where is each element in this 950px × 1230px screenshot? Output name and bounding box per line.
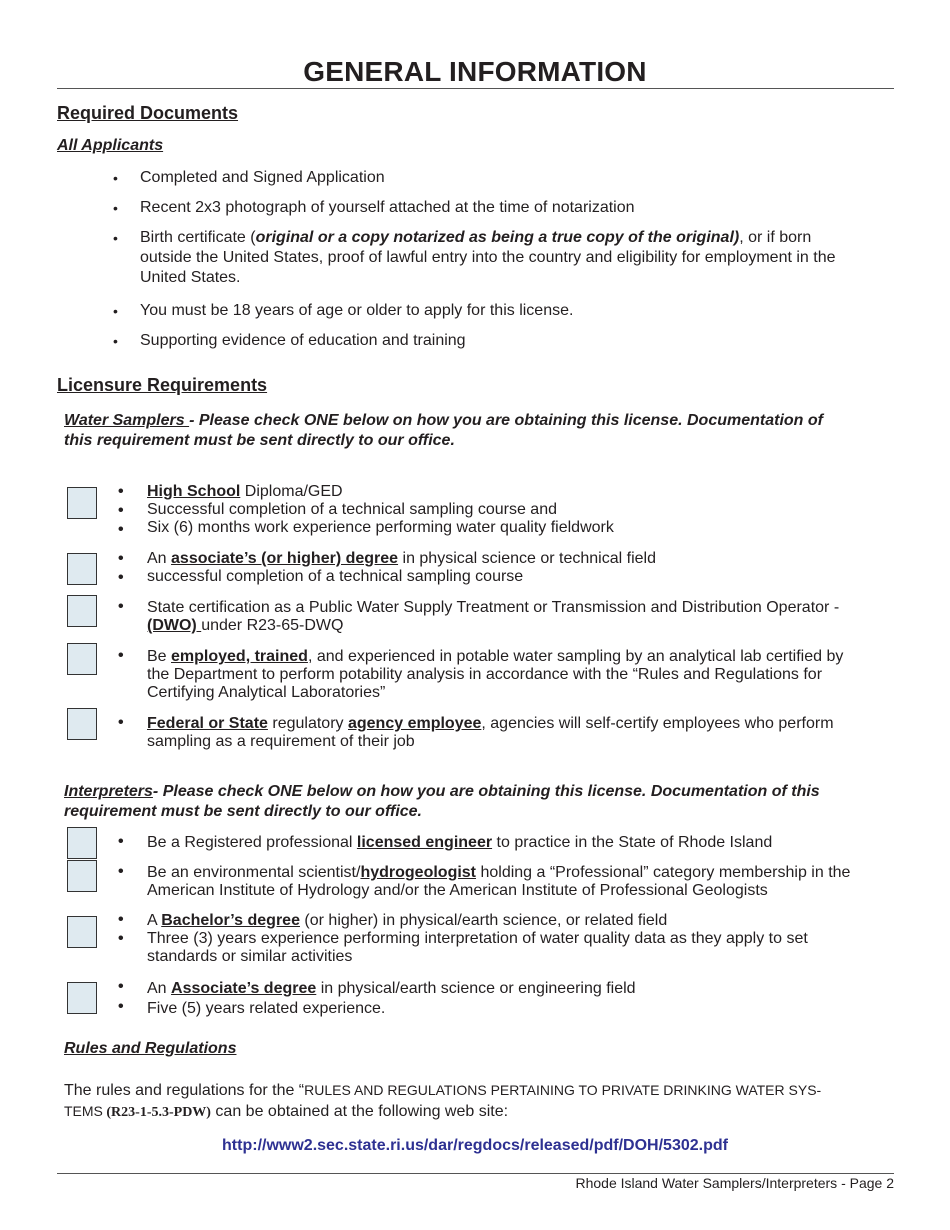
bullet: •	[113, 333, 118, 349]
list-item: Completed and Signed Application	[140, 169, 385, 186]
bullet: •	[118, 569, 124, 586]
list-item: Recent 2x3 photograph of yourself attached at the time of notarization	[140, 199, 635, 216]
water-sampler-option-2-text	[147, 550, 656, 586]
text: , or if born	[739, 229, 812, 246]
bullet: •	[118, 998, 124, 1015]
bullet: •	[118, 647, 124, 664]
bullet: •	[113, 230, 118, 246]
text: successful completion of a technical sampling course	[147, 568, 524, 585]
underlined-text: agency employee	[347, 715, 482, 732]
emphasis-text: original or a copy notarized as being a true copy of the original)	[255, 229, 740, 246]
title-rule	[57, 88, 894, 89]
interpreters-intro	[64, 782, 894, 822]
bullet: •	[118, 930, 124, 947]
underlined-text: associate’s (or higher) degree	[171, 550, 399, 567]
text: A	[147, 912, 162, 929]
interpreter-option-2-checkbox[interactable]	[67, 860, 97, 892]
footer-rule	[57, 1173, 894, 1174]
required-documents-heading: Required Documents	[57, 103, 239, 123]
underlined-text: (DWO)	[147, 617, 202, 634]
bullet: •	[118, 483, 124, 500]
bullet: •	[113, 200, 118, 216]
page-footer: Rhode Island Water Samplers/Interpreters - Page 2	[575, 1175, 894, 1191]
water-sampler-option-4-text	[147, 648, 897, 702]
text: Birth certificate (	[140, 229, 256, 246]
text: TEMS	[64, 1103, 103, 1119]
rules-heading: Rules and Regulations	[64, 1040, 237, 1057]
interpreter-option-3-checkbox[interactable]	[67, 916, 97, 948]
interpreter-option-4-checkbox[interactable]	[67, 982, 97, 1014]
text: Successful completion of a technical sampling course and	[147, 501, 557, 518]
text: the Department to perform potability analysis in accordance with the “Rules and Regulations for	[147, 666, 823, 683]
text: to practice in the State of Rhode Island	[492, 834, 773, 851]
interpreter-option-4-text	[147, 979, 636, 1019]
bullet: •	[118, 714, 124, 731]
water-sampler-option-1-checkbox[interactable]	[67, 487, 97, 519]
bullet: •	[113, 303, 118, 319]
bullet: •	[113, 170, 118, 186]
water-sampler-option-3-text	[147, 599, 897, 635]
underlined-text: hydrogeologist	[360, 864, 477, 881]
underlined-text: Federal or State	[147, 715, 268, 732]
text: in physical science or technical field	[398, 550, 656, 567]
text: RULES AND REGULATIONS PERTAINING TO PRIVATE DRINKING WATER SYS-	[304, 1082, 822, 1098]
text: regulatory	[267, 715, 348, 732]
text: American Institute of Hydrology and/or the American Institute of Professional Geologists	[147, 882, 768, 899]
text: under R23-65-DWQ	[201, 617, 344, 634]
water-samplers-label: Water Samplers	[64, 412, 190, 429]
text: can be obtained at the following web site:	[210, 1103, 509, 1120]
interpreters-label: Interpreters	[64, 783, 153, 800]
interpreter-option-1-text	[147, 834, 772, 852]
underlined-text: Associate’s degree	[171, 980, 317, 997]
text: Be an environmental scientist/	[147, 864, 361, 881]
bullet: •	[118, 911, 124, 928]
interpreter-option-2-text	[147, 864, 907, 900]
water-sampler-option-3-checkbox[interactable]	[67, 595, 97, 627]
bullet: •	[118, 521, 124, 538]
water-samplers-intro	[64, 411, 894, 451]
water-sampler-option-4-checkbox[interactable]	[67, 643, 97, 675]
text: Six (6) months work experience performing water quality fieldwork	[147, 519, 614, 536]
text: this requirement must be sent directly to our office.	[64, 432, 455, 449]
text: requirement must be sent directly to our office.	[64, 803, 422, 820]
bullet: •	[118, 833, 124, 850]
bullet: •	[118, 978, 124, 995]
rules-paragraph	[64, 1080, 894, 1123]
underlined-text: licensed engineer	[356, 834, 493, 851]
bullet: •	[118, 598, 124, 615]
water-sampler-option-1-text	[147, 483, 614, 537]
text: in physical/earth science or engineering field	[316, 980, 636, 997]
text: (or higher) in physical/earth science, or related field	[299, 912, 668, 929]
text: The rules and regulations for the “	[64, 1082, 305, 1099]
bullet: •	[118, 863, 124, 880]
text: standards or similar activities	[147, 948, 353, 965]
water-sampler-option-5-checkbox[interactable]	[67, 708, 97, 740]
underlined-text: employed, trained	[171, 648, 308, 665]
rule-code: (R23-1-5.3-PDW)	[102, 1105, 211, 1120]
text: , agencies will self-certify employees who perform	[481, 715, 834, 732]
licensure-requirements-heading: Licensure Requirements	[57, 375, 268, 395]
page-title: GENERAL INFORMATION	[303, 56, 647, 87]
text: Be a Registered professional	[147, 834, 357, 851]
bullet: •	[118, 550, 124, 567]
underlined-text: Bachelor’s degree	[161, 912, 300, 929]
text: , and experienced in potable water sampling by an analytical lab certified by	[307, 648, 844, 665]
text: An	[147, 550, 172, 567]
text: outside the United States, proof of lawful entry into the country and eligibility for employment in the	[140, 249, 836, 266]
list-item: You must be 18 years of age or older to apply for this license.	[140, 302, 574, 319]
interpreter-option-3-text	[147, 912, 897, 966]
interpreter-option-1-checkbox[interactable]	[67, 827, 97, 859]
text: Certifying Analytical Laboratories”	[147, 684, 386, 701]
text: An	[147, 980, 172, 997]
text: Three (3) years experience performing interpretation of water quality data as they apply to set	[147, 930, 808, 947]
text: Diploma/GED	[240, 483, 343, 500]
bullet: •	[118, 502, 124, 519]
text: - Please check ONE below on how you are obtaining this license. Documentation of this	[152, 783, 820, 800]
list-item-birth-certificate	[140, 228, 890, 288]
text: - Please check ONE below on how you are obtaining this license. Documentation of	[189, 412, 823, 429]
text: United States.	[140, 269, 241, 286]
text: State certification as a Public Water Supply Treatment or Transmission and Distribution Operator -	[147, 599, 840, 616]
text: holding a “Professional” category membership in the	[476, 864, 851, 881]
list-item: Supporting evidence of education and training	[140, 332, 466, 349]
text: Five (5) years related experience.	[147, 1000, 386, 1017]
rules-url-link[interactable]: http://www2.sec.state.ri.us/dar/regdocs/released/pdf/DOH/5302.pdf	[222, 1137, 728, 1154]
all-applicants-subheading: All Applicants	[57, 137, 164, 154]
text: Be	[147, 648, 172, 665]
underlined-text: High School	[147, 483, 241, 500]
text: sampling as a requirement of their job	[147, 733, 415, 750]
water-sampler-option-5-text	[147, 715, 897, 751]
water-sampler-option-2-checkbox[interactable]	[67, 553, 97, 585]
